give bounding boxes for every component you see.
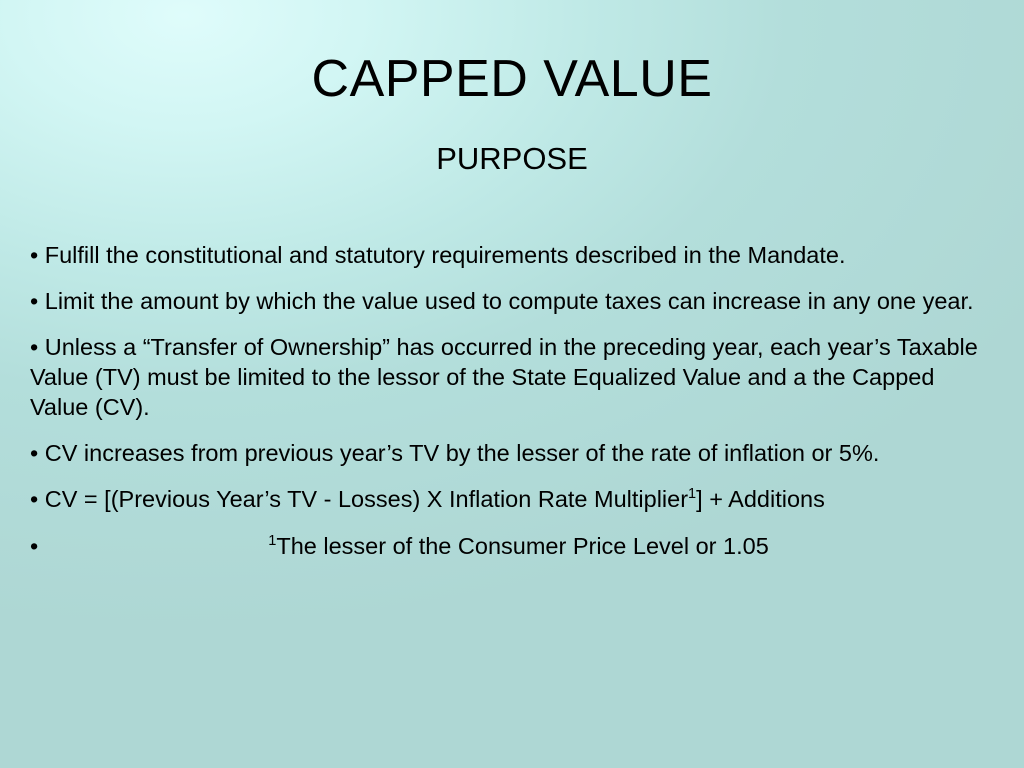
list-item-footnote <box>30 531 998 561</box>
footnote-superscript: 1 <box>268 532 277 549</box>
slide-title: CAPPED VALUE <box>311 50 713 108</box>
list-item-formula <box>30 484 998 514</box>
list-item: • Unless a “Transfer of Ownership” has occurred in the preceding year, each year’s Taxable Value (TV) must be limited to the lessor of the State Equalized Value and a the Capped Value (CV). <box>30 334 985 421</box>
list-item: • Limit the amount by which the value used to compute taxes can increase in any one year. <box>30 288 974 315</box>
footnote-bullet-marker: • <box>30 532 39 559</box>
slide-body-list <box>30 240 998 561</box>
list-item: • CV increases from previous year’s TV by the lesser of the rate of inflation or 5%. <box>30 440 880 467</box>
footnote-text: The lesser of the Consumer Price Level or 1.05 <box>276 532 769 559</box>
slide-subtitle: PURPOSE <box>436 141 588 176</box>
formula-superscript: 1 <box>688 486 697 503</box>
list-item: • Fulfill the constitutional and statutory requirements described in the Mandate. <box>30 242 846 268</box>
formula-text: • CV = [(Previous Year’s TV - Losses) X Inflation Rate Multiplier <box>30 486 689 513</box>
formula-tail: ] + Additions <box>696 486 825 513</box>
